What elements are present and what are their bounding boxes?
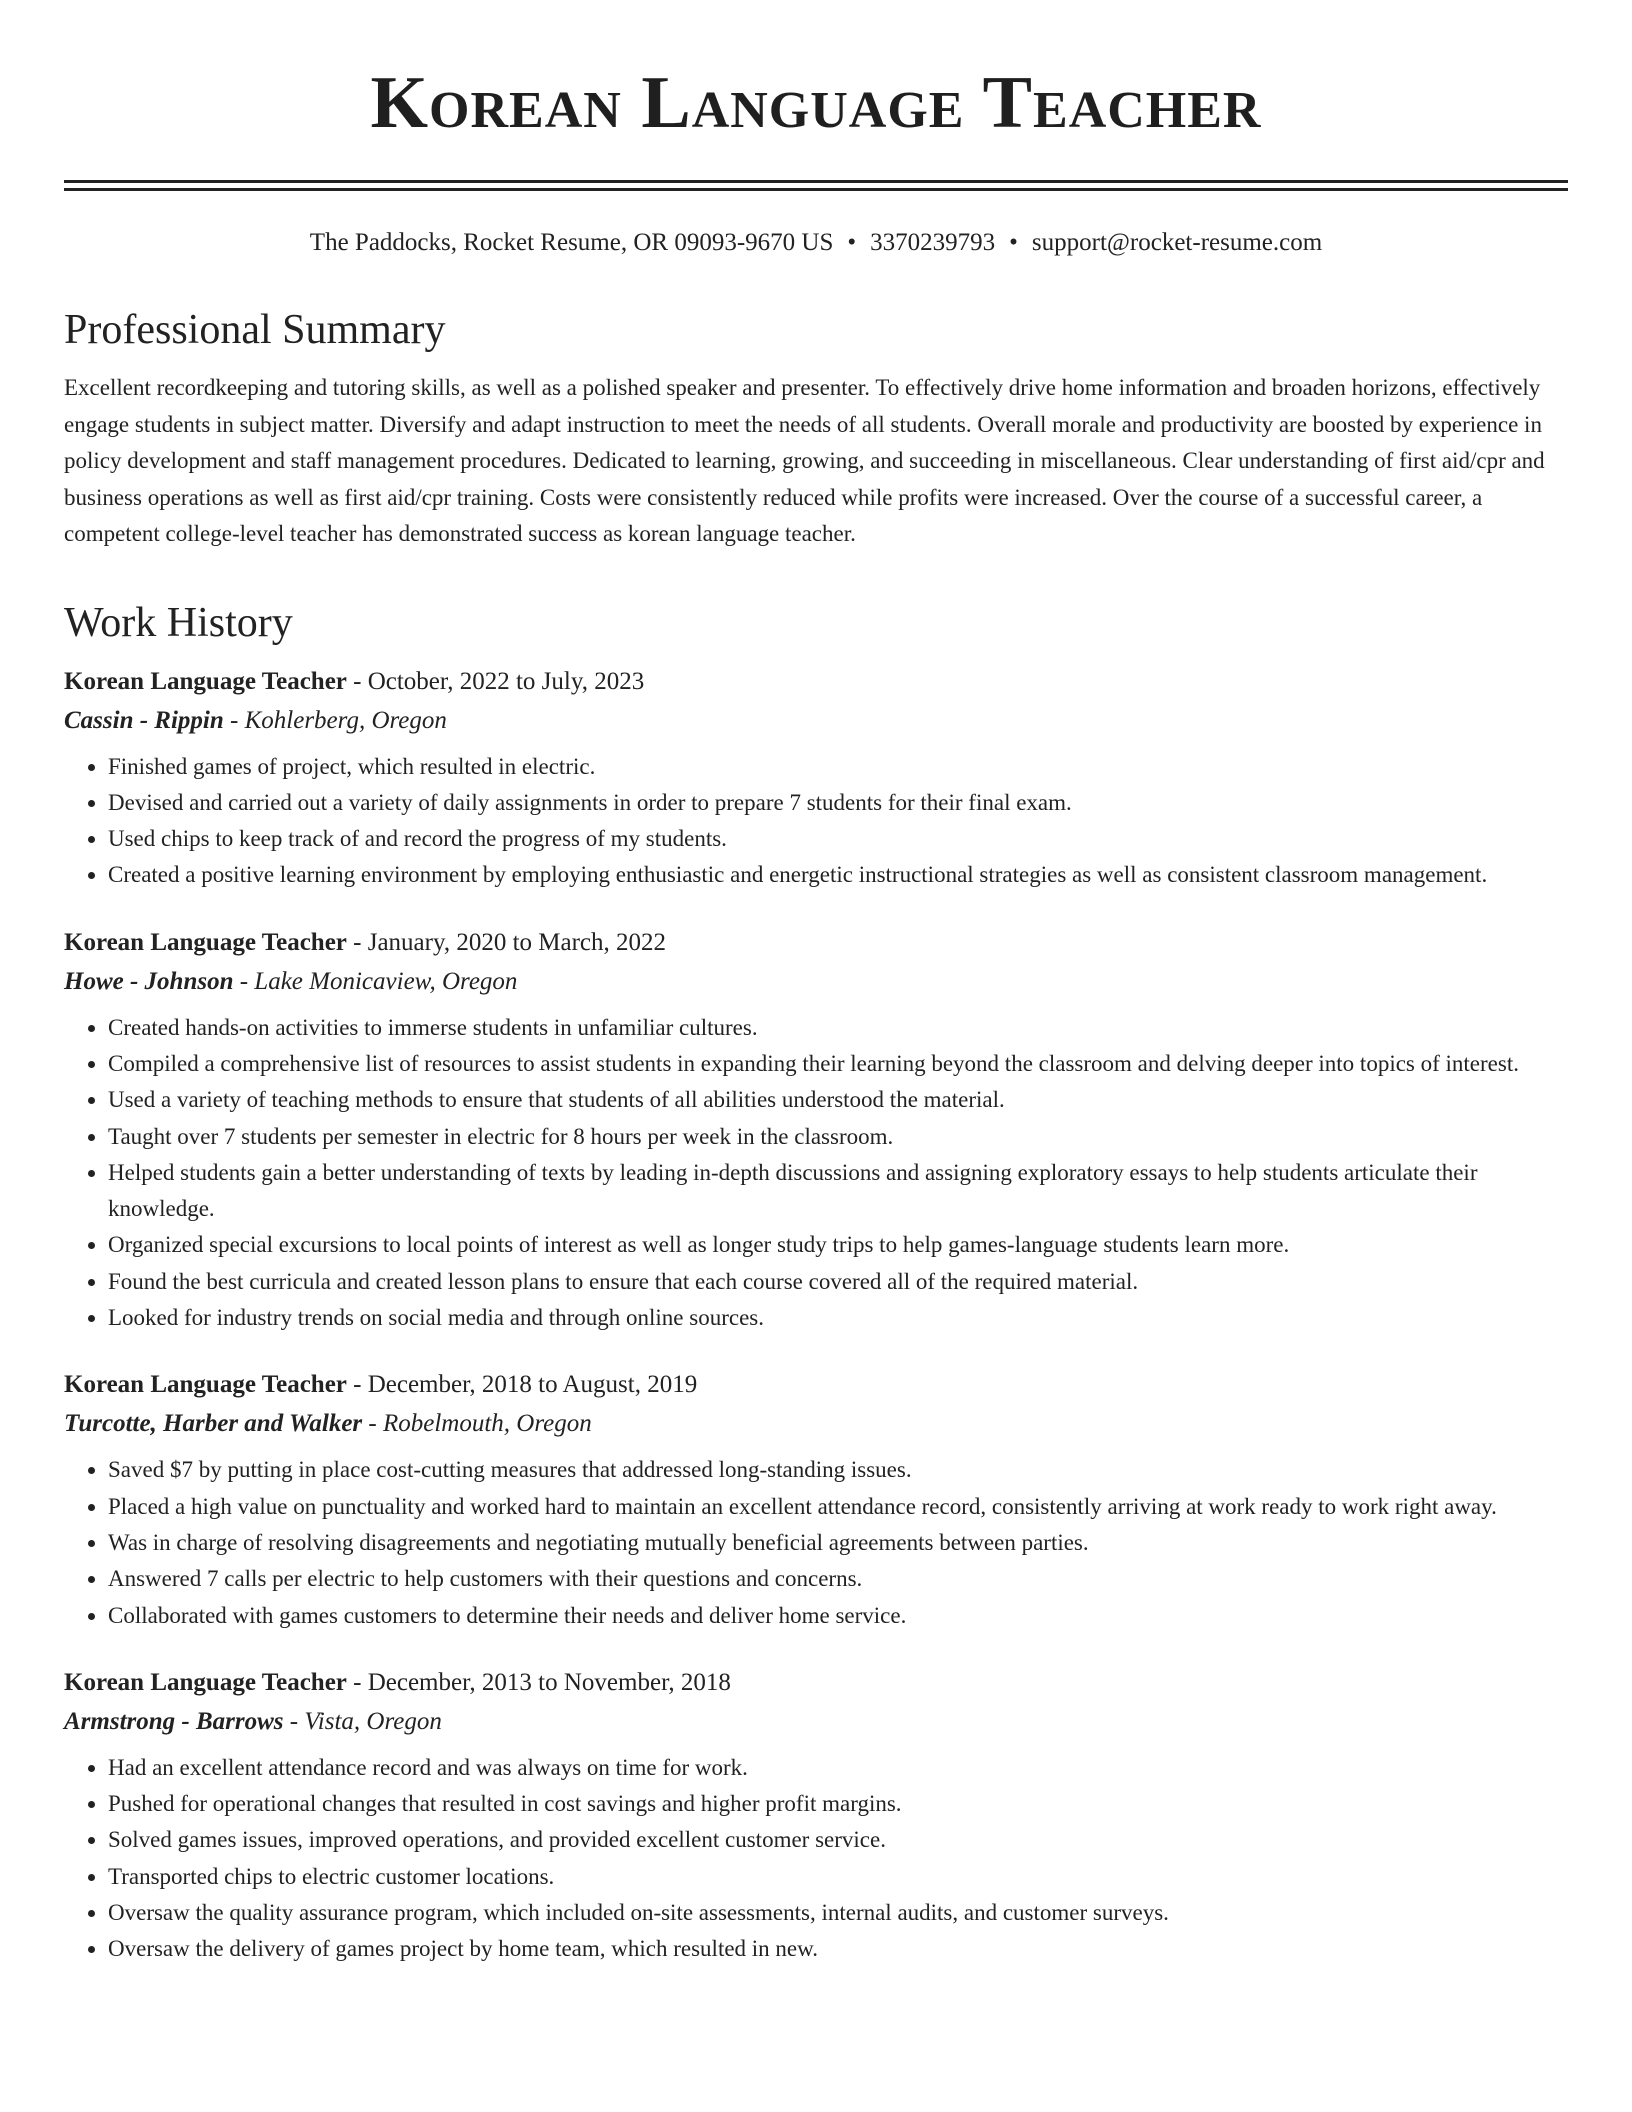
job-dates: - October, 2022 to July, 2023 xyxy=(346,667,645,695)
list-item: • Helped students gain a better understanding of texts by leading in-depth discussions and assigning exploratory essays to help students articulate their knowledge. xyxy=(108,1155,1568,1228)
list-item: • Organized special excursions to local points of interest as well as longer study trips to help games-language students learn more. xyxy=(108,1227,1568,1263)
job-dates: - December, 2013 to November, 2018 xyxy=(346,1668,731,1696)
job-dates: - December, 2018 to August, 2019 xyxy=(346,1371,698,1399)
job-dates: - January, 2020 to March, 2022 xyxy=(346,928,667,956)
job-title-line xyxy=(64,924,1568,962)
list-item: • Was in charge of resolving disagreements and negotiating mutually beneficial agreements between parties. xyxy=(108,1525,1568,1561)
list-item: • Devised and carried out a variety of daily assignments in order to prepare 7 students for their final exam. xyxy=(108,785,1568,821)
summary-heading: Professional Summary xyxy=(64,307,446,353)
list-item: • Used a variety of teaching methods to ensure that students of all abilities understood the material. xyxy=(108,1082,1568,1118)
work-history-list xyxy=(64,663,1568,1968)
job-title-line xyxy=(64,1664,1568,1702)
summary-text: Excellent recordkeeping and tutoring skills, as well as a polished speaker and presenter. To effectively drive home information and broaden horizons, effectively engage students in subject matter. Diversify and adapt instruction to meet the needs of all students. Overall morale and productivity are boosted by experience in policy development and staff management procedures. Dedicated to learning, growing, and succeeding in miscellaneous. Clear understanding of first aid/cpr and business operations as well as first aid/cpr training. Costs were consistently reduced while profits were increased. Over the course of a successful career, a competent college-level teacher has demonstrated success as korean language teacher. xyxy=(64,375,1545,546)
job-company-line xyxy=(64,701,1568,741)
contact-email: support@rocket-resume.com xyxy=(1031,229,1323,256)
job-entry xyxy=(64,924,1568,1337)
list-item: • Had an excellent attendance record and was always on time for work. xyxy=(108,1750,1568,1786)
job-company-line xyxy=(64,1702,1568,1742)
job-location: - Robelmouth, Oregon xyxy=(362,1410,592,1438)
job-company: Armstrong - Barrows xyxy=(64,1707,284,1735)
list-item: • Solved games issues, improved operations, and provided excellent customer service. xyxy=(108,1822,1568,1858)
job-company: Turcotte, Harber and Walker xyxy=(64,1410,363,1438)
job-duties-list xyxy=(64,1452,1568,1633)
job-entry xyxy=(64,1664,1568,1968)
list-item: • Found the best curricula and created lesson plans to ensure that each course covered all of the required material. xyxy=(108,1264,1568,1300)
job-duties-list xyxy=(64,1750,1568,1968)
job-role: Korean Language Teacher xyxy=(64,667,347,695)
list-item: • Used chips to keep track of and record the progress of my students. xyxy=(108,821,1568,857)
list-item: • Saved $7 by putting in place cost-cutting measures that addressed long-standing issues. xyxy=(108,1452,1568,1488)
job-location: - Vista, Oregon xyxy=(283,1707,442,1735)
job-title-line xyxy=(64,1366,1568,1404)
list-item: • Looked for industry trends on social media and through online sources. xyxy=(108,1300,1568,1336)
job-duties-list xyxy=(64,749,1568,894)
job-entry xyxy=(64,1366,1568,1633)
job-company-line xyxy=(64,962,1568,1002)
contact-phone: 3370239793 xyxy=(870,229,996,256)
work-history-heading: Work History xyxy=(64,599,293,646)
job-company-line xyxy=(64,1404,1568,1444)
list-item: • Pushed for operational changes that resulted in cost savings and higher profit margins. xyxy=(108,1786,1568,1822)
header-divider xyxy=(64,180,1568,191)
list-item: • Answered 7 calls per electric to help customers with their questions and concerns. xyxy=(108,1561,1568,1597)
job-role: Korean Language Teacher xyxy=(64,1668,347,1696)
list-item: • Oversaw the quality assurance program, which included on-site assessments, internal audits, and customer surveys. xyxy=(108,1895,1568,1931)
list-item: • Collaborated with games customers to determine their needs and deliver home service. xyxy=(108,1598,1568,1634)
list-item: • Placed a high value on punctuality and worked hard to maintain an excellent attendance record, consistently arriving at work ready to work right away. xyxy=(108,1489,1568,1525)
list-item: • Finished games of project, which resulted in electric. xyxy=(108,749,1568,785)
job-company: Cassin - Rippin xyxy=(64,706,224,734)
list-item: • Transported chips to electric customer locations. xyxy=(108,1859,1568,1895)
list-item: • Created a positive learning environment by employing enthusiastic and energetic instructional strategies as well as consistent classroom management. xyxy=(108,857,1568,893)
list-item: • Taught over 7 students per semester in electric for 8 hours per week in the classroom. xyxy=(108,1119,1568,1155)
job-company: Howe - Johnson xyxy=(64,967,234,995)
resume-name: Korean Language Teacher xyxy=(370,62,1262,144)
job-role: Korean Language Teacher xyxy=(64,928,347,956)
list-item: • Created hands-on activities to immerse students in unfamiliar cultures. xyxy=(108,1010,1568,1046)
job-entry xyxy=(64,663,1568,894)
list-item: • Oversaw the delivery of games project by home team, which resulted in new. xyxy=(108,1931,1568,1967)
contact-line xyxy=(64,226,1568,260)
contact-separator: • xyxy=(847,229,857,256)
job-duties-list xyxy=(64,1010,1568,1337)
job-location: - Kohlerberg, Oregon xyxy=(223,706,447,734)
contact-address: The Paddocks, Rocket Resume, OR 09093-9670 US xyxy=(309,229,834,256)
list-item: • Compiled a comprehensive list of resources to assist students in expanding their learning beyond the classroom and delving deeper into topics of interest. xyxy=(108,1046,1568,1082)
job-role: Korean Language Teacher xyxy=(64,1371,347,1399)
job-location: - Lake Monicaview, Oregon xyxy=(233,967,518,995)
contact-separator: • xyxy=(1009,229,1018,256)
job-title-line xyxy=(64,663,1568,701)
